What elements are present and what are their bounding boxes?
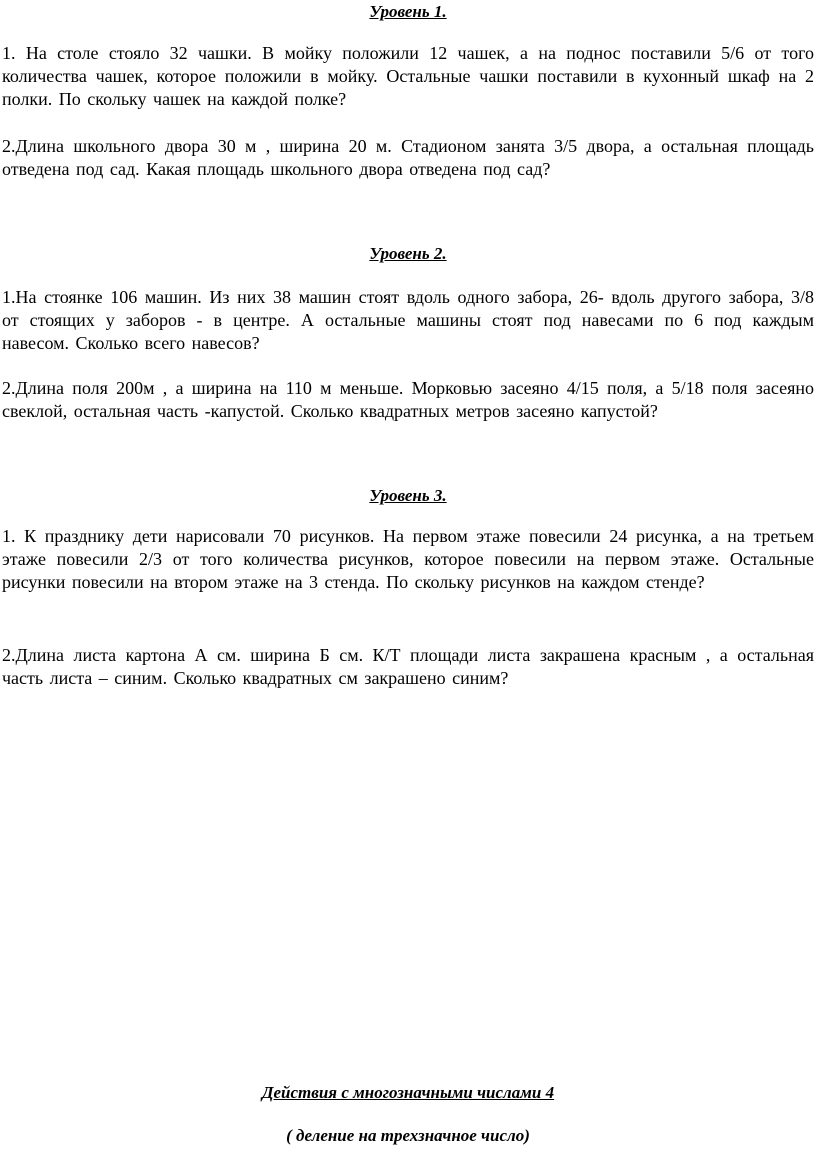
level-2-problem-1: 1.На стоянке 106 машин. Из них 38 машин стоят вдоль одного забора, 26- вдоль другого забора, 3/8 от стоящих у заборов - в центре. А остальные машины стоят под навесами по 6 под каждым навесом. Сколько всего навесов? [2, 287, 814, 353]
level-2-heading: Уровень 2. [369, 244, 447, 263]
level-3-heading: Уровень 3. [369, 486, 447, 505]
level-1-problem-2: 2.Длина школьного двора 30 м , ширина 20 м. Стадионом занята 3/5 двора, а остальная площадь отведена под сад. Какая площадь школьного двора отведена под сад? [2, 136, 814, 179]
level-1-heading: Уровень 1. [369, 2, 447, 21]
level-2-problem-2: 2.Длина поля 200м , а ширина на 110 м меньше. Морковью засеяно 4/15 поля, а 5/18 поля засеяно свеклой, остальная часть -капустой. Сколько квадратных метров засеяно капустой? [2, 378, 814, 421]
footer-title: Действия с многозначными числами 4 [261, 1083, 555, 1102]
level-3-problem-2: 2.Длина листа картона А см. ширина Б см. К/Т площади листа закрашена красным , а остальная часть листа – синим. Сколько квадратных см закрашено синим? [2, 645, 814, 688]
footer-subtitle: ( деление на трехзначное число) [286, 1126, 530, 1145]
level-3-problem-1: 1. К празднику дети нарисовали 70 рисунков. На первом этаже повесили 24 рисунка, а на третьем этаже повесили 2/3 от того количества рисунков, которое повесили на первом этаже. Остальные рисунки повесили на втором этаже на 3 стенда. По скольку рисунков на каждом стенде? [2, 526, 814, 592]
level-1-problem-1: 1. На столе стояло 32 чашки. В мойку положили 12 чашек, а на поднос поставили 5/6 от того количества чашек, которое положили в мойку. Остальные чашки поставили в кухонный шкаф на 2 полки. По скольку чашек на каждой полке? [2, 43, 814, 109]
